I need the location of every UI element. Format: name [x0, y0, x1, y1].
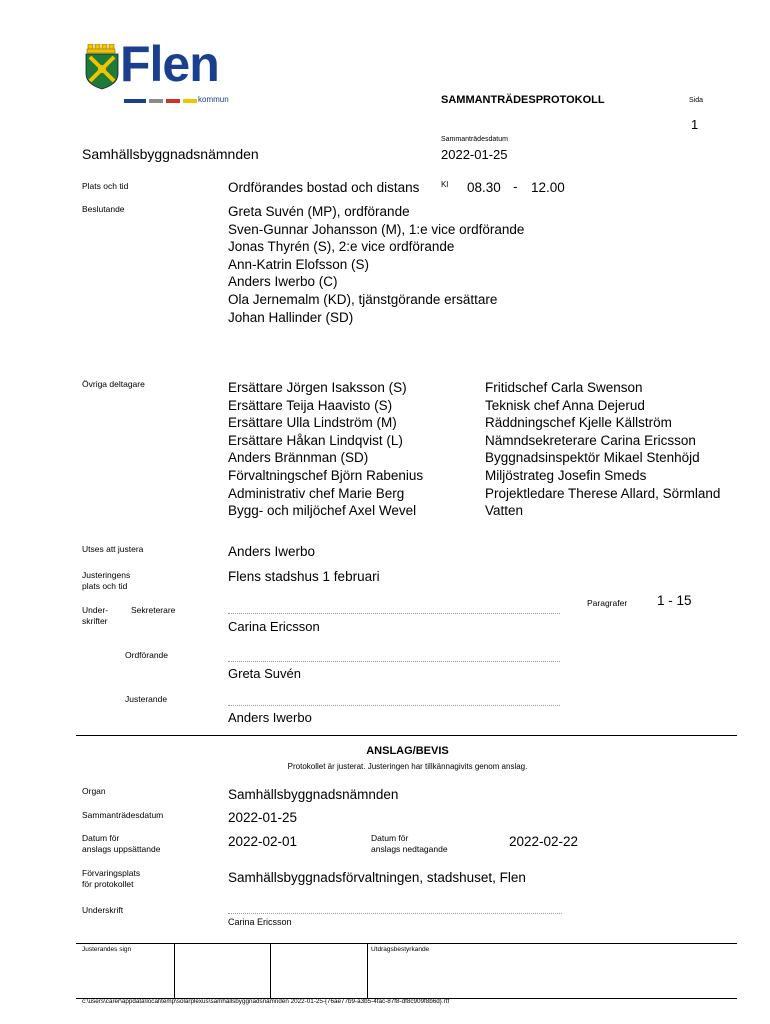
paragraphs-label: Paragrafer	[587, 598, 628, 608]
list-item: Johan Hallinder (SD)	[228, 309, 354, 325]
posted-label-line1: Datum för	[82, 833, 120, 843]
list-item: Ola Jernemalm (KD), tjänstgörande ersättare	[228, 291, 498, 307]
chair-label: Ordförande	[125, 650, 168, 660]
time-dash: -	[513, 179, 518, 194]
notice-date-label: Sammanträdesdatum	[82, 810, 164, 820]
others-list-col1	[228, 379, 423, 520]
signature-name: Carina Ericsson	[228, 917, 292, 927]
signature-line	[228, 705, 560, 706]
footer-top-line	[76, 943, 737, 944]
deciding-label: Beslutande	[82, 204, 125, 214]
list-item: Ann-Katrin Elofsson (S)	[228, 256, 370, 272]
list-item: Vatten	[485, 503, 524, 519]
others-list-col2	[485, 379, 720, 520]
posted-value: 2022-02-01	[228, 834, 298, 849]
signatures-label-line2: skrifter	[82, 616, 108, 626]
list-item: Förvaltningschef Björn Rabenius	[228, 467, 424, 483]
storage-value: Samhällsbyggnadsförvaltningen, stadshuset, Flen	[228, 870, 526, 885]
notice-date-value: 2022-01-25	[228, 810, 298, 825]
list-item: Ersättare Håkan Lindqvist (L)	[228, 432, 403, 448]
list-item: Greta Suvén (MP), ordförande	[228, 204, 410, 219]
adjuster-name: Anders Iwerbo	[228, 710, 312, 725]
document-type: SAMMANTRÄDESPROTOKOLL	[441, 94, 605, 106]
secretary-label: Sekreterare	[131, 605, 176, 615]
organ-label: Organ	[82, 786, 106, 796]
storage-label-line2: för protokollet	[82, 879, 134, 889]
adjust-place-value: Flens stadshus 1 februari	[228, 569, 380, 584]
removed-value: 2022-02-22	[509, 834, 579, 849]
file-path: c:\users\carer\appdata\local\temp\solarplexus\samhällsbyggnadsnämnden 2022-01-25-{76ae77b9-a3b5-4fac-87f8-df8c909f8b6d}.rtf	[82, 998, 450, 1005]
signatures-label-line1: Under-	[82, 605, 108, 615]
appointed-label: Utses att justera	[82, 544, 144, 554]
signatures-label	[82, 605, 108, 627]
removed-label-line1: Datum för	[371, 833, 409, 843]
page-label: Sida	[689, 97, 704, 104]
list-item: Sven-Gunnar Johansson (M), 1:e vice ordförande	[228, 221, 525, 237]
footer-divider	[174, 943, 175, 998]
time-label: Kl	[441, 180, 449, 189]
list-item: Projektledare Therese Allard, Sörmland	[485, 485, 721, 501]
chair-name: Greta Suvén	[228, 666, 301, 681]
list-item: Ersättare Jörgen Isaksson (S)	[228, 380, 407, 395]
signature-line	[228, 613, 560, 614]
list-item: Ersättare Teija Haavisto (S)	[228, 397, 393, 413]
footer-divider	[367, 943, 368, 998]
adjuster-label: Justerande	[125, 694, 168, 704]
storage-label-line1: Förvaringsplats	[82, 868, 141, 878]
page-number: 1	[691, 117, 699, 132]
list-item: Anders Brännman (SD)	[228, 450, 369, 466]
meeting-date-label: Sammanträdesdatum	[441, 136, 508, 143]
extract-cert-label: Utdragsbestyrkande	[371, 946, 430, 953]
organ-value: Samhällsbyggnadsnämnden	[228, 787, 399, 802]
secretary-name: Carina Ericsson	[228, 619, 320, 634]
committee-name: Samhällsbyggnadsnämnden	[82, 146, 259, 162]
meeting-date: 2022-01-25	[441, 147, 508, 162]
list-item: Jonas Thyrén (S), 2:e vice ordförande	[228, 239, 455, 255]
adjust-place-label-line2: plats och tid	[82, 581, 128, 591]
others-label: Övriga deltagare	[82, 379, 145, 389]
adjust-place-label	[82, 570, 130, 592]
paragraphs-value: 1 - 15	[657, 593, 692, 608]
time-end: 12.00	[531, 180, 565, 195]
appointed-value: Anders Iwerbo	[228, 544, 316, 559]
list-item: Bygg- och miljöchef Axel Wevel	[228, 503, 417, 519]
list-item: Administrativ chef Marie Berg	[228, 485, 405, 501]
list-item: Nämndsekreterare Carina Ericsson	[485, 432, 696, 448]
adjusters-sign-label: Justerandes sign	[82, 946, 132, 953]
list-item: Fritidschef Carla Swenson	[485, 380, 643, 395]
place-value: Ordförandes bostad och distans	[228, 180, 420, 195]
flen-logo	[82, 36, 242, 106]
logo-wordmark: Flen	[120, 36, 219, 92]
logo-stripe	[124, 99, 198, 103]
removed-label-line2: anslags nedtagande	[371, 844, 448, 854]
logo-subtext: kommun	[198, 95, 229, 104]
signature-label: Underskrift	[82, 905, 124, 915]
removed-label	[371, 833, 448, 855]
posted-label-line2: anslags uppsättande	[82, 844, 161, 854]
adjust-place-label-line1: Justeringens	[82, 570, 131, 580]
notice-title: ANSLAG/BEVIS	[366, 745, 449, 757]
list-item: Ersättare Ulla Lindström (M)	[228, 415, 397, 431]
signature-line	[228, 661, 560, 662]
signature-line	[228, 913, 562, 914]
list-item: Räddningschef Kjelle Källström	[485, 415, 672, 431]
list-item: Anders Iwerbo (C)	[228, 274, 338, 290]
list-item: Byggnadsinspektör Mikael Stenhöjd	[485, 450, 700, 466]
list-item: Miljöstrateg Josefin Smeds	[485, 467, 647, 483]
list-item: Teknisk chef Anna Dejerud	[485, 397, 645, 413]
section-divider	[76, 735, 737, 736]
coat-of-arms-icon	[84, 44, 120, 90]
posted-label	[82, 833, 160, 855]
storage-label	[82, 868, 140, 890]
place-label: Plats och tid	[82, 181, 129, 191]
footer-divider	[270, 943, 271, 998]
notice-subtitle: Protokollet är justerat. Justeringen har tillkännagivits genom anslag.	[287, 762, 528, 771]
deciding-list	[228, 203, 524, 326]
time-start: 08.30	[467, 180, 501, 195]
